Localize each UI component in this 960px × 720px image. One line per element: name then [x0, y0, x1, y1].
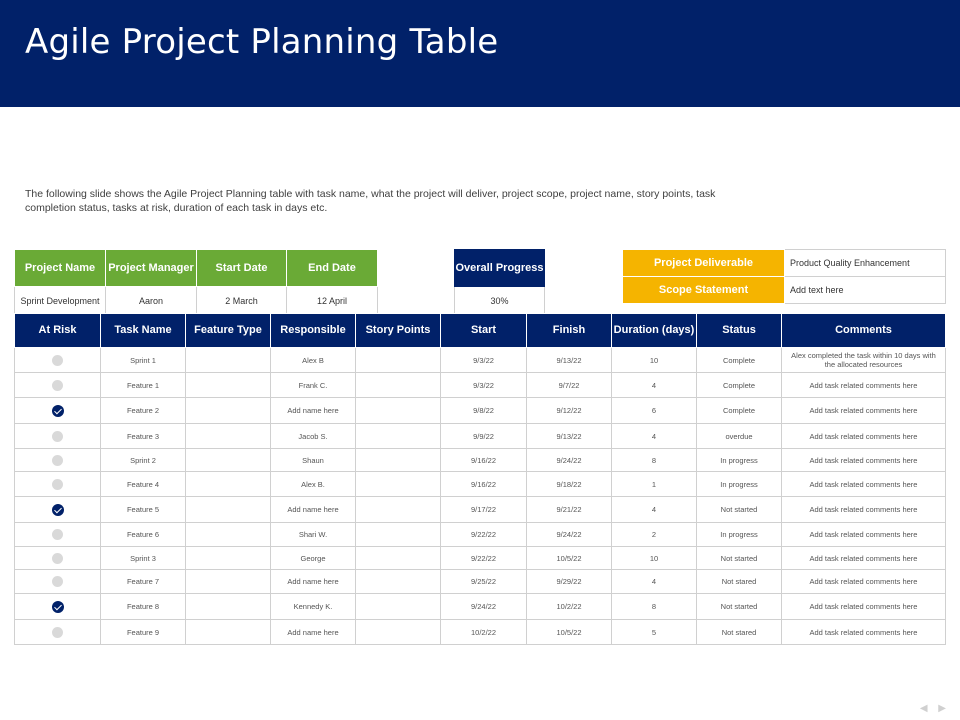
- table-row: [15, 547, 946, 570]
- start-date-cell: 9/17/22: [441, 497, 527, 523]
- comments-cell: Add task related comments here: [782, 620, 946, 645]
- feature-type-cell: [186, 570, 271, 594]
- comments-cell: Add task related comments here: [782, 398, 946, 424]
- story-points-cell: [356, 570, 441, 594]
- finish-date-cell: 9/21/22: [527, 497, 612, 523]
- responsible-header: Responsible: [271, 314, 356, 348]
- feature-type-cell: [186, 620, 271, 645]
- finish-header: Finish: [527, 314, 612, 348]
- overall-progress-header: Overall Progress: [455, 250, 545, 287]
- status-cell: Complete: [697, 373, 782, 398]
- finish-date-cell: 9/24/22: [527, 523, 612, 547]
- scope-statement-label: Scope Statement: [623, 277, 785, 304]
- slide-nav: [912, 703, 946, 714]
- at-risk-cell: [15, 398, 101, 424]
- responsible-cell: Frank C.: [271, 373, 356, 398]
- start-date-cell: 10/2/22: [441, 620, 527, 645]
- feature-type-cell: [186, 424, 271, 449]
- task-name-cell: Feature 9: [101, 620, 186, 645]
- feature-type-cell: [186, 497, 271, 523]
- project-deliverable-label: Project Deliverable: [623, 250, 785, 277]
- task-name-cell: Feature 5: [101, 497, 186, 523]
- responsible-cell: Shari W.: [271, 523, 356, 547]
- gray-circle-icon[interactable]: [52, 380, 63, 391]
- comments-cell: Add task related comments here: [782, 449, 946, 472]
- gray-circle-icon[interactable]: [52, 529, 63, 540]
- status-cell: Not started: [697, 497, 782, 523]
- slide-header: [0, 0, 960, 107]
- at-risk-cell: [15, 547, 101, 570]
- end-date-value: 12 April: [287, 287, 378, 315]
- task-name-cell: Feature 1: [101, 373, 186, 398]
- responsible-cell: Add name here: [271, 620, 356, 645]
- duration-header: Duration (days): [612, 314, 697, 348]
- finish-date-cell: 10/2/22: [527, 594, 612, 620]
- duration-cell: 10: [612, 348, 697, 373]
- start-date-cell: 9/8/22: [441, 398, 527, 424]
- start-date-cell: 9/3/22: [441, 348, 527, 373]
- task-name-cell: Feature 2: [101, 398, 186, 424]
- feature-type-cell: [186, 547, 271, 570]
- table-row: [15, 594, 946, 620]
- finish-date-cell: 10/5/22: [527, 620, 612, 645]
- task-name-cell: Feature 6: [101, 523, 186, 547]
- story-points-cell: [356, 497, 441, 523]
- story-points-cell: [356, 449, 441, 472]
- start-date-header: Start Date: [197, 250, 287, 287]
- at-risk-cell: [15, 472, 101, 497]
- start-date-cell: 9/16/22: [441, 472, 527, 497]
- feature-type-header: Feature Type: [186, 314, 271, 348]
- responsible-cell: Jacob S.: [271, 424, 356, 449]
- duration-cell: 8: [612, 594, 697, 620]
- responsible-cell: George: [271, 547, 356, 570]
- at-risk-cell: [15, 497, 101, 523]
- table-row: [15, 449, 946, 472]
- start-date-value: 2 March: [197, 287, 287, 315]
- project-name-value: Sprint Development: [15, 287, 106, 315]
- at-risk-cell: [15, 594, 101, 620]
- status-header: Status: [697, 314, 782, 348]
- feature-type-cell: [186, 398, 271, 424]
- feature-type-cell: [186, 449, 271, 472]
- task-name-cell: Feature 3: [101, 424, 186, 449]
- scope-statement-value: Add text here: [785, 277, 946, 304]
- task-table-header-row: [15, 314, 946, 348]
- finish-date-cell: 9/13/22: [527, 348, 612, 373]
- finish-date-cell: 9/18/22: [527, 472, 612, 497]
- at-risk-cell: [15, 523, 101, 547]
- project-name-header: Project Name: [15, 250, 106, 287]
- gray-circle-icon[interactable]: [52, 455, 63, 466]
- start-date-cell: 9/22/22: [441, 523, 527, 547]
- task-name-cell: Sprint 3: [101, 547, 186, 570]
- comments-cell: Add task related comments here: [782, 424, 946, 449]
- deliverables-table: [622, 249, 946, 304]
- at-risk-cell: [15, 424, 101, 449]
- status-cell: Not started: [697, 594, 782, 620]
- responsible-cell: Add name here: [271, 570, 356, 594]
- status-cell: Not stared: [697, 570, 782, 594]
- duration-cell: 4: [612, 497, 697, 523]
- story-points-cell: [356, 424, 441, 449]
- start-date-cell: 9/16/22: [441, 449, 527, 472]
- comments-cell: Add task related comments here: [782, 497, 946, 523]
- duration-cell: 10: [612, 547, 697, 570]
- task-name-cell: Feature 8: [101, 594, 186, 620]
- feature-type-cell: [186, 348, 271, 373]
- status-cell: Not stared: [697, 620, 782, 645]
- comments-cell: Add task related comments here: [782, 570, 946, 594]
- project-manager-value: Aaron: [106, 287, 197, 315]
- duration-cell: 1: [612, 472, 697, 497]
- feature-type-cell: [186, 472, 271, 497]
- gray-circle-icon[interactable]: [52, 553, 63, 564]
- responsible-cell: Kennedy K.: [271, 594, 356, 620]
- end-date-header: End Date: [287, 250, 378, 287]
- table-row: [15, 398, 946, 424]
- at-risk-cell: [15, 570, 101, 594]
- task-name-cell: Sprint 2: [101, 449, 186, 472]
- responsible-cell: Shaun: [271, 449, 356, 472]
- story-points-cell: [356, 398, 441, 424]
- task-name-cell: Feature 7: [101, 570, 186, 594]
- comments-cell: Add task related comments here: [782, 472, 946, 497]
- gray-circle-icon[interactable]: [52, 576, 63, 587]
- duration-cell: 4: [612, 424, 697, 449]
- table-row: [15, 348, 946, 373]
- story-points-cell: [356, 547, 441, 570]
- task-name-header: Task Name: [101, 314, 186, 348]
- table-row: [15, 373, 946, 398]
- finish-date-cell: 9/13/22: [527, 424, 612, 449]
- start-date-cell: 9/25/22: [441, 570, 527, 594]
- status-cell: Not started: [697, 547, 782, 570]
- gray-circle-icon[interactable]: [52, 355, 63, 366]
- duration-cell: 4: [612, 570, 697, 594]
- story-points-cell: [356, 620, 441, 645]
- slide-description: The following slide shows the Agile Project Planning table with task name, what the project will deliver, project scope, project name, story points, task completion status, tasks at risk, duration of each task in days etc.: [25, 188, 716, 214]
- prev-arrow-icon[interactable]: ◀: [919, 703, 928, 714]
- comments-cell: Add task related comments here: [782, 594, 946, 620]
- task-name-cell: Sprint 1: [101, 348, 186, 373]
- story-points-cell: [356, 472, 441, 497]
- finish-date-cell: 9/12/22: [527, 398, 612, 424]
- gray-circle-icon[interactable]: [52, 627, 63, 638]
- at-risk-cell: [15, 449, 101, 472]
- table-row: [15, 570, 946, 594]
- table-row: [15, 620, 946, 645]
- project-deliverable-value: Product Quality Enhancement: [785, 250, 946, 277]
- start-date-cell: 9/22/22: [441, 547, 527, 570]
- story-points-cell: [356, 523, 441, 547]
- story-points-cell: [356, 594, 441, 620]
- comments-cell: Add task related comments here: [782, 547, 946, 570]
- task-name-cell: Feature 4: [101, 472, 186, 497]
- overall-progress-value: 30%: [455, 287, 545, 315]
- overall-progress-table: [454, 249, 545, 315]
- story-points-cell: [356, 373, 441, 398]
- table-row: [15, 523, 946, 547]
- start-date-cell: 9/24/22: [441, 594, 527, 620]
- start-date-cell: 9/9/22: [441, 424, 527, 449]
- task-table: [14, 313, 946, 645]
- status-cell: In progress: [697, 523, 782, 547]
- duration-cell: 4: [612, 373, 697, 398]
- check-circle-icon[interactable]: [52, 601, 64, 613]
- table-row: [15, 472, 946, 497]
- duration-cell: 5: [612, 620, 697, 645]
- feature-type-cell: [186, 373, 271, 398]
- status-cell: overdue: [697, 424, 782, 449]
- task-table-body: [15, 348, 946, 645]
- story-points-header: Story Points: [356, 314, 441, 348]
- check-circle-icon[interactable]: [52, 504, 64, 516]
- comments-cell: Add task related comments here: [782, 373, 946, 398]
- status-cell: Complete: [697, 348, 782, 373]
- page-title: Agile Project Planning Table: [25, 22, 499, 62]
- gray-circle-icon[interactable]: [52, 431, 63, 442]
- start-date-cell: 9/3/22: [441, 373, 527, 398]
- finish-date-cell: 10/5/22: [527, 547, 612, 570]
- comments-header: Comments: [782, 314, 946, 348]
- duration-cell: 6: [612, 398, 697, 424]
- feature-type-cell: [186, 523, 271, 547]
- next-arrow-icon[interactable]: ▶: [938, 703, 946, 714]
- gray-circle-icon[interactable]: [52, 479, 63, 490]
- duration-cell: 8: [612, 449, 697, 472]
- story-points-cell: [356, 348, 441, 373]
- finish-date-cell: 9/7/22: [527, 373, 612, 398]
- comments-cell: Alex completed the task within 10 days with the allocated resources: [782, 348, 946, 373]
- status-cell: In progress: [697, 472, 782, 497]
- finish-date-cell: 9/24/22: [527, 449, 612, 472]
- status-cell: In progress: [697, 449, 782, 472]
- responsible-cell: Add name here: [271, 398, 356, 424]
- responsible-cell: Alex B: [271, 348, 356, 373]
- comments-cell: Add task related comments here: [782, 523, 946, 547]
- table-row: [15, 424, 946, 449]
- responsible-cell: Alex B.: [271, 472, 356, 497]
- project-manager-header: Project Manager: [106, 250, 197, 287]
- at-risk-cell: [15, 348, 101, 373]
- project-info-table: [14, 249, 378, 315]
- finish-date-cell: 9/29/22: [527, 570, 612, 594]
- start-header: Start: [441, 314, 527, 348]
- check-circle-icon[interactable]: [52, 405, 64, 417]
- table-row: [15, 497, 946, 523]
- feature-type-cell: [186, 594, 271, 620]
- at-risk-cell: [15, 620, 101, 645]
- at-risk-cell: [15, 373, 101, 398]
- duration-cell: 2: [612, 523, 697, 547]
- status-cell: Complete: [697, 398, 782, 424]
- responsible-cell: Add name here: [271, 497, 356, 523]
- at-risk-header: At Risk: [15, 314, 101, 348]
